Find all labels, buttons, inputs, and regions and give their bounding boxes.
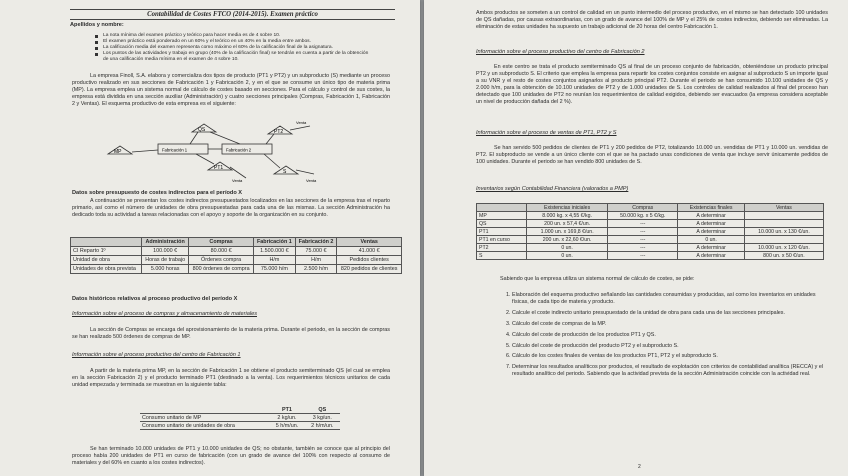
rules-list [95,33,370,63]
table-row [140,422,340,430]
row-header: QS [477,220,527,228]
table-cell: 200 un. x 57,4 €/un. [527,220,608,228]
fab2-paragraph: En este centro se trata el producto semiterminado QS al final de un proceso conjunto de fabricación, obteniéndose un producto principal PT2 y un subproducto S. El criterio que emplea la empresa para repartir los costes conjuntos consiste en asignar al subproducto S un importe igual a su VNR y el resto de costes conjuntos asignarlos al producto principal PT2. Durante el periodo se han consumido 10.100 unidades de QS y 2.000 h/m, para la obtención de 10.100 unidades de PT2 y de 1.000 unidades de S. Los controles de calidad realizados al final del proceso han detectado que 100 unidades de PT2 no reunían los requerimientos de calidad exigidos, debiendo ser evacuados (la empresa considera aceptable un nivel de producción dañada del 2 %). [476,64,828,105]
column-header [140,406,269,414]
rule-item: El examen práctico está ponderado en un 60% y el teórico en un 40% en la media entre ambos. [95,39,370,45]
table-cell: 10.000 un. x 120 €/un. [744,244,823,252]
budget-heading: Datos sobre presupuesto de costes indirectos para el período X [72,190,243,196]
table-cell: A determinar [678,228,745,236]
intro-paragraph: La empresa Finoll, S.A. elabora y comercializa dos tipos de producto (PT1 y PT2) y un subproducto (S) mediante un proceso productivo realizado en sus secciones de Fabricación 1 y Fabricación 2, y en el que se consume un único tipo de materia prima (MP). La empresa emplea un sistema normal de cálculo de costes basado en secciones. Para el cálculo y control de sus costes, la empresa está dividida en una sección auxiliar (Administración) y cuatro secciones principales (Compras, Fabricación 1, Fabricación 2 y Ventas). El esquema productivo de esta empresa es el siguiente: [72,73,390,107]
diagram-venta-label: Venta [296,120,307,125]
table-row [71,265,402,274]
question-item: 2. Calcule el coste indirecto unitario presupuestado de la unidad de obra para cada una de las secciones principales. [512,310,832,317]
table-cell: 41.000 € [337,247,402,256]
table-cell: 820 pedidos de clientes [337,265,402,274]
table-cell: 2 kg/un. [269,414,304,422]
table-cell: 800 un. x 50 €/un. [744,252,823,260]
page-number: 2 [638,464,641,470]
table-cell: Horas de trabajo [142,256,189,265]
row-header: PT2 [477,244,527,252]
table-row [477,220,824,228]
row-header: PT1 en curso [477,236,527,244]
diagram-pt1-label: PT1 [214,165,224,171]
column-header: Ventas [337,238,402,247]
table-cell: 0 un. [527,252,608,260]
row-header: S [477,252,527,260]
fab1-heading: Información sobre el proceso productivo del centro de Fabricación 1 [72,352,241,358]
row-header: Consumo unitario de unidades de obra [140,422,269,430]
table-cell: Pedidos clientes [337,256,402,265]
table-cell: 50.000 kg. x 5 €/kg. [608,212,678,220]
question-item: 5. Cálculo del coste de producción del producto PT2 y el subproducto S. [512,343,832,350]
table-cell: A determinar [678,244,745,252]
table-cell: H/m [254,256,296,265]
rule-item: La nota mínima del examen práctico y teórico para hacer media es de 4 sobre 10. [95,33,370,39]
exam-page-left [0,0,420,476]
quality-paragraph: Ambos productos se someten a un control de calidad en un punto intermedio del proceso productivo, en el mismo se han detectado 100 unidades de QS dañadas, por causas extraordinarias, con un grado de avance del 100% de MP y el 25% de costes indirectos, debiendo ser eliminadas. La eliminación de estas unidades ha supuesto un trabajo adicional de 20 horas del centro Fabricación 1. [476,10,828,30]
rule-item: La calificación media del examen representa como máximo el 60% de la calificación final de la asignatura. [95,45,370,51]
question-item: 4. Cálculo del coste de producción de los productos PT1 y QS. [512,332,832,339]
table-cell: 200 un. x 22,60 €/un. [527,236,608,244]
diagram-venta-label: Venta [306,178,317,183]
table-row [71,247,402,256]
column-header: PT1 [269,406,304,414]
table-cell [744,212,823,220]
row-header: Unidad de obra [71,256,142,265]
table-cell: A determinar [678,212,745,220]
table-cell: A determinar [678,252,745,260]
question-item: 1. Elaboración del esquema productivo señalando las cantidades consumidas y producidas, así como los inventarios en unidades físicas, de cada tipo de materia y producto. [512,292,832,306]
diagram-venta-label: Venta [232,178,243,183]
row-header: PT1 [477,228,527,236]
table-cell: 3 kg/un. [305,414,340,422]
table-cell: Órdenes compra [189,256,254,265]
table-row [477,212,824,220]
table-cell: --- [608,220,678,228]
column-header [477,204,527,212]
diagram-fab1-label: Fabricación 1 [162,147,188,153]
column-header: Compras [608,204,678,212]
column-header: Fabricación 1 [254,238,296,247]
exam-header: Contabilidad de Costes FTCO (2014-2015). Examen práctico [70,9,395,20]
table-cell [744,220,823,228]
row-header: CI Reparto 1º [71,247,142,256]
column-header: Existencias iniciales [527,204,608,212]
purchase-heading: Información sobre el proceso de compras y almacenamiento de materiales [72,311,257,317]
table-cell: 8.000 kg. x 4,55 €/kg. [527,212,608,220]
rule-item: Los puntos de las actividades y trabajo en grupo (40% de la calificación final) se tendrán en cuenta a partir de la obtención de una calificación media mínima en el examen de 4 sobre 10. [95,51,370,63]
diagram-s-label: S [283,169,287,175]
table-cell: 800 órdenes de compra [189,265,254,274]
sales-paragraph: Se han servido 500 pedidos de clientes de PT1 y 200 pedidos de PT2, totalizando 10.000 un. vendidas de PT1 y 10.000 un. vendidas de PT2. El subproducto se vende a un único cliente con el que se ha pactado unas condiciones de venta que incluye servir únicamente pedidos de 100 unidades. Durante el periodo se han vendido 800 unidades de S. [476,145,828,165]
table-cell: 2.500 h/m [295,265,337,274]
production-diagram [100,118,340,188]
column-header: Administración [142,238,189,247]
table-cell: 10.000 un. x 130 €/un. [744,228,823,236]
table-cell: 80.000 € [189,247,254,256]
questions-list [500,292,832,382]
table-header-row [477,204,824,212]
row-header: MP [477,212,527,220]
questions-intro: Sabiendo que la empresa utiliza un sistema normal de cálculo de costes, se pide: [500,276,695,282]
row-header: Unidades de obra prevista [71,265,142,274]
question-item: 7. Determinar los resultados analíticos por productos, el resultado de explotación con criterios de contabilidad analítica (RECCA) y el resultado analítico del periodo. Sabiendo que la actividad prevista de la sección Administración coincide con la actividad real. [512,364,832,378]
table-row [477,244,824,252]
table-row [140,414,340,422]
table-header-row [71,238,402,247]
unit-requirements-table [140,406,340,430]
column-header: Fabricación 2 [295,238,337,247]
table-cell: 0 un. [527,244,608,252]
column-header: Compras [189,238,254,247]
budget-paragraph: A continuación se presentan los costes indirectos presupuestados localizados en las secciones de la empresa tras el reparto primario, así como el número de unidades de obra presupuestadas para cada una de las mismas. La sección Administración ha dedicado toda su actividad a tareas relacionadas con el apoyo y soporte de la organización en su conjunto. [72,198,390,218]
table-cell: 5.000 horas [142,265,189,274]
inventory-heading: Inventarios según Contabilidad Financiera (valorados a PMP) [476,186,629,192]
diagram-fab2-label: Fabricación 2 [226,147,252,153]
question-item: 6. Cálculo de los costes finales de ventas de los productos PT1, PT2 y el subproducto S. [512,353,832,360]
fab2-heading: Información sobre el proceso productivo del centro de Fabricación 2 [476,49,645,55]
column-header [71,238,142,247]
diagram-mp-label: MP [114,149,122,155]
table-cell: --- [608,228,678,236]
table-cell: 5 h/m/un. [269,422,304,430]
diagram-qs-label: QS [198,127,206,133]
history-heading: Datos históricos relativos al proceso productivo del período X [72,296,238,302]
table-cell: 75.000 h/m [254,265,296,274]
column-header: Ventas [744,204,823,212]
fab1-paragraph-2: Se han terminado 10.000 unidades de PT1 y 10.000 unidades de QS; no obstante, también se conoce que al principio del proceso había 200 unidades de PT1 en curso de fabricación (con un grado de avance del 100% con respecto al consumo de materiales y del 60% en cuanto a los costes indirectos). [72,446,390,466]
table-cell: 1.000 un. x 169,8 €/un. [527,228,608,236]
table-cell [744,236,823,244]
purchase-paragraph: La sección de Compras se encarga del aprovisionamiento de la materia prima. Durante el periodo, en la sección de compras se han realizado 500 órdenes de compras de MP. [72,327,390,340]
column-header: Existencias finales [678,204,745,212]
table-cell: 75.000 € [295,247,337,256]
student-label: Apellidos y nombre: [70,22,124,28]
column-header: QS [305,406,340,414]
table-cell: 1.500.000 € [254,247,296,256]
fab1-paragraph: A partir de la materia prima MP, en la sección de Fabricación 1 se obtiene el producto semiterminado QS (el cual se emplea en la sección Fabricación 2) y el producto terminado PT1 (destinado a la venta). Los requerimientos técnicos unitarios de cada unidad empezada y terminada se muestran en la siguiente tabla: [72,368,390,388]
table-cell: --- [608,236,678,244]
exam-page-right [424,0,848,476]
row-header: Consumo unitario de MP [140,414,269,422]
table-row [71,256,402,265]
table-cell: A determinar [678,220,745,228]
question-item: 3. Cálculo del coste de compras de la MP. [512,321,832,328]
sales-heading: Información sobre el proceso de ventas de PT1, PT2 y S [476,130,617,136]
diagram-pt2-label: PT2 [274,129,284,135]
table-header-row [140,406,340,414]
inventory-table [476,203,824,260]
table-cell: H/m [295,256,337,265]
table-row [477,236,824,244]
table-cell: --- [608,244,678,252]
table-cell: --- [608,252,678,260]
table-cell: 2 h/m/un. [305,422,340,430]
budget-table [70,237,402,274]
table-cell: 0 un. [678,236,745,244]
table-row [477,228,824,236]
table-cell: 100.000 € [142,247,189,256]
table-row [477,252,824,260]
